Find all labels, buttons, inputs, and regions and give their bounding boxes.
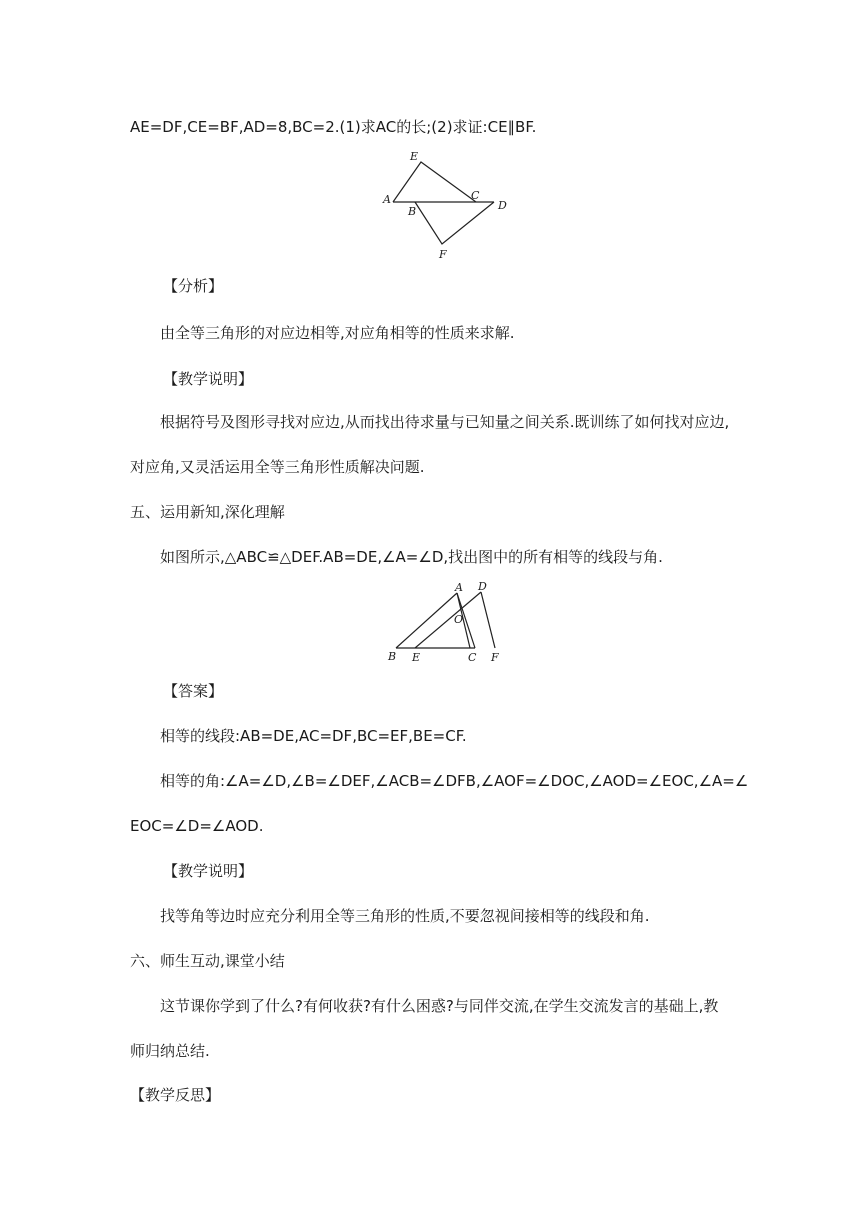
- teaching-note-text-2: 找等角等边时应充分利用全等三角形的性质,不要忽视间接相等的线段和角.: [160, 907, 650, 925]
- problem-line: AE=DF,CE=BF,AD=8,BC=2.(1)求AC的长;(2)求证:CE∥BF.: [130, 118, 537, 136]
- section5-problem: 如图所示,△ABC≌△DEF.AB=DE,∠A=∠D,找出图中的所有相等的线段与角.: [160, 548, 663, 566]
- teaching-note-text-1b: 对应角,又灵活运用全等三角形性质解决问题.: [130, 458, 425, 476]
- answer-angles-b: EOC=∠D=∠AOD.: [130, 817, 264, 835]
- label-f: F: [491, 651, 499, 664]
- label-e: E: [412, 651, 421, 664]
- triangle-ace: [393, 162, 476, 202]
- label-d: D: [478, 580, 487, 593]
- analysis-heading: 【分析】: [163, 277, 224, 295]
- teaching-note-heading-1: 【教学说明】: [163, 370, 254, 388]
- section6-text-b: 师归纳总结.: [130, 1042, 210, 1060]
- section5-title: 五、运用新知,深化理解: [130, 503, 285, 521]
- section6-title: 六、师生互动,课堂小结: [130, 952, 285, 970]
- label-e: E: [410, 150, 419, 163]
- label-a: A: [455, 581, 463, 594]
- label-b: B: [388, 650, 397, 663]
- figure-triangles-abc-def: [385, 580, 505, 668]
- teaching-note-heading-2: 【教学说明】: [163, 862, 254, 880]
- section6-text-a: 这节课你学到了什么?有何收获?有什么困惑?与同伴交流,在学生交流发言的基础上,教: [160, 997, 719, 1015]
- label-a: A: [383, 193, 391, 206]
- answer-segments: 相等的线段:AB=DE,AC=DF,BC=EF,BE=CF.: [160, 727, 467, 745]
- answer-angles-a: 相等的角:∠A=∠D,∠B=∠DEF,∠ACB=∠DFB,∠AOF=∠DOC,∠AOD=∠EOC,∠A=∠: [160, 772, 749, 790]
- figure-triangles-aecbfd: [380, 148, 515, 263]
- label-c: C: [471, 189, 480, 202]
- segment-df: [481, 592, 495, 648]
- analysis-text: 由全等三角形的对应边相等,对应角相等的性质来求解.: [160, 324, 515, 342]
- label-b: B: [408, 205, 417, 218]
- label-c: C: [468, 651, 477, 664]
- reflection-heading: 【教学反思】: [130, 1086, 221, 1104]
- label-d: D: [498, 199, 507, 212]
- label-o: O: [454, 613, 464, 626]
- teaching-note-text-1a: 根据符号及图形寻找对应边,从而找出待求量与已知量之间关系.既训练了如何找对应边,: [160, 413, 730, 431]
- triangle-bfd: [415, 202, 494, 244]
- answer-heading: 【答案】: [163, 682, 224, 700]
- label-f: F: [439, 248, 447, 261]
